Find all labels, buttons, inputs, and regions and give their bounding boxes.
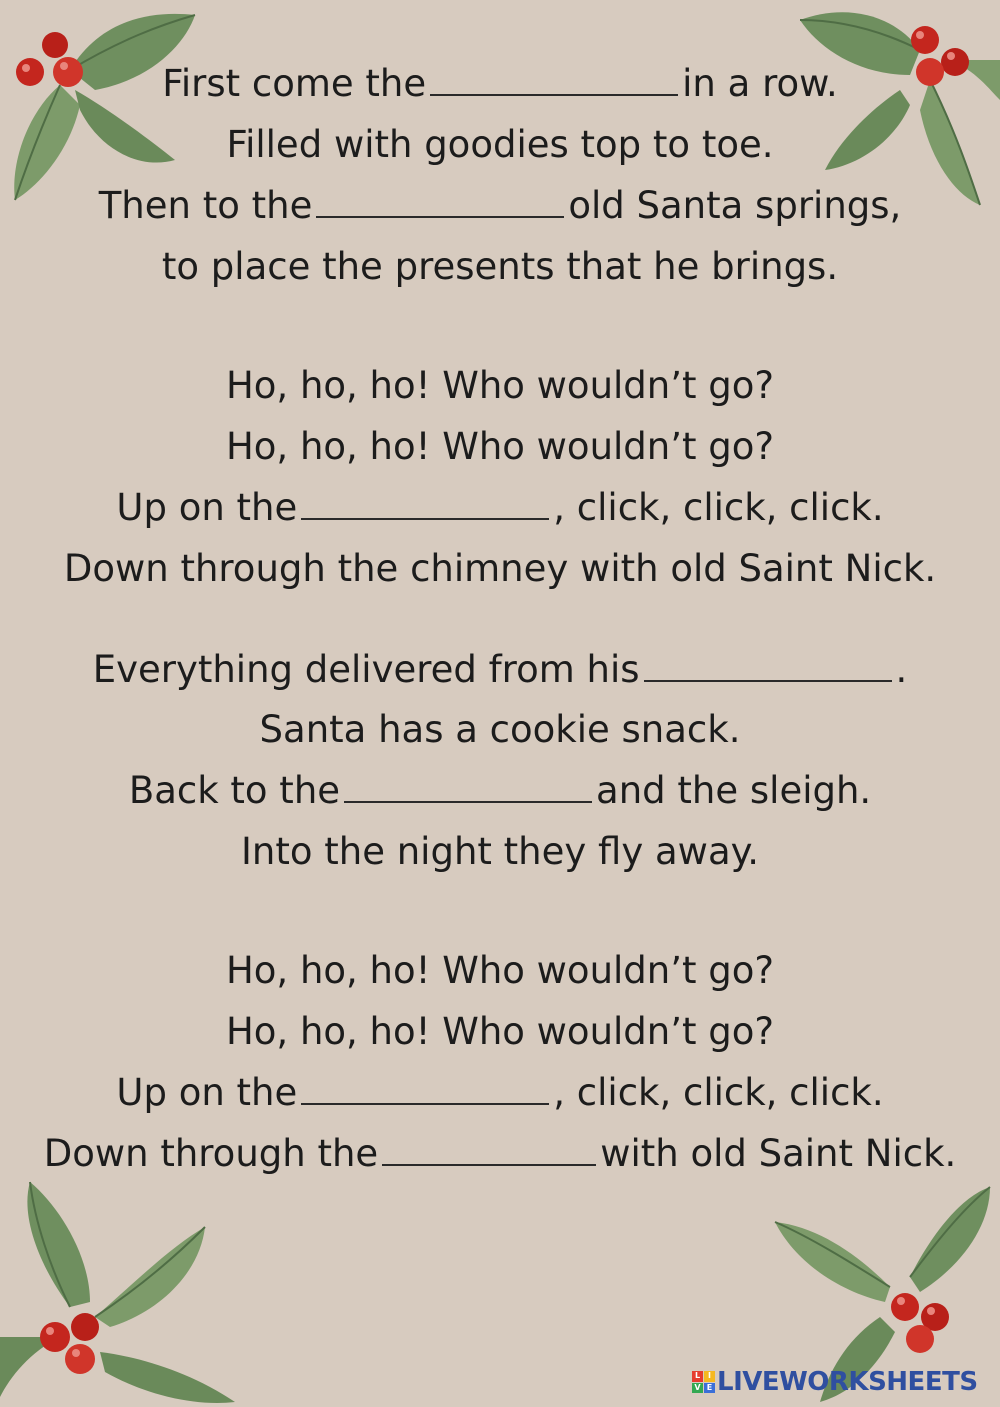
lyric-line: Into the night they fly away. xyxy=(240,830,760,873)
lyric-text: Back to the xyxy=(128,769,341,812)
lyric-line: Filled with goodies top to toe. xyxy=(226,123,774,166)
fill-in-blank[interactable] xyxy=(301,488,549,520)
lyric-line: Down through the chimney with old Saint Nick. xyxy=(63,547,937,590)
lyric-text: Up on the xyxy=(116,486,298,529)
lyric-text: old Santa springs, xyxy=(568,184,902,227)
fill-in-blank[interactable] xyxy=(382,1134,596,1166)
fill-in-blank[interactable] xyxy=(644,650,892,682)
lyric-line xyxy=(0,184,1000,228)
lyric-text: Up on the xyxy=(116,1071,298,1114)
lyric-line: Ho, ho, ho! Who wouldn’t go? xyxy=(225,364,775,407)
lyric-line xyxy=(0,648,1000,692)
lyric-text: . xyxy=(895,648,908,691)
lyric-text: and the sleigh. xyxy=(596,769,872,812)
lyric-line xyxy=(0,486,1000,530)
lyric-line xyxy=(0,769,1000,813)
fill-in-blank[interactable] xyxy=(430,64,678,96)
lyric-line: Ho, ho, ho! Who wouldn’t go? xyxy=(225,949,775,992)
fill-in-blank[interactable] xyxy=(316,186,564,218)
lyric-text: with old Saint Nick. xyxy=(600,1132,957,1175)
lyric-text: , click, click, click. xyxy=(553,1071,884,1114)
lyric-line: to place the presents that he brings. xyxy=(161,245,839,288)
lyric-text: First come the xyxy=(162,62,427,105)
lyric-line xyxy=(0,1071,1000,1115)
lyric-text: , click, click, click. xyxy=(553,486,884,529)
lyric-text: Everything delivered from his xyxy=(92,648,640,691)
lyric-line xyxy=(0,62,1000,106)
lyric-text: Down through the xyxy=(43,1132,379,1175)
liveworksheets-logo-icon: L I V E xyxy=(692,1371,714,1393)
holly-bottom-left-icon xyxy=(0,1177,250,1407)
lyric-text: Then to the xyxy=(98,184,313,227)
lyric-line xyxy=(0,1132,1000,1176)
lyric-line: Ho, ho, ho! Who wouldn’t go? xyxy=(225,425,775,468)
lyric-line: Santa has a cookie snack. xyxy=(259,708,741,751)
lyric-line: Ho, ho, ho! Who wouldn’t go? xyxy=(225,1010,775,1053)
fill-in-blank[interactable] xyxy=(344,771,592,803)
fill-in-blank[interactable] xyxy=(301,1073,549,1105)
liveworksheets-logo[interactable] xyxy=(692,1368,978,1396)
lyric-text: in a row. xyxy=(682,62,838,105)
logo-text: LIVEWORKSHEETS xyxy=(717,1367,978,1397)
